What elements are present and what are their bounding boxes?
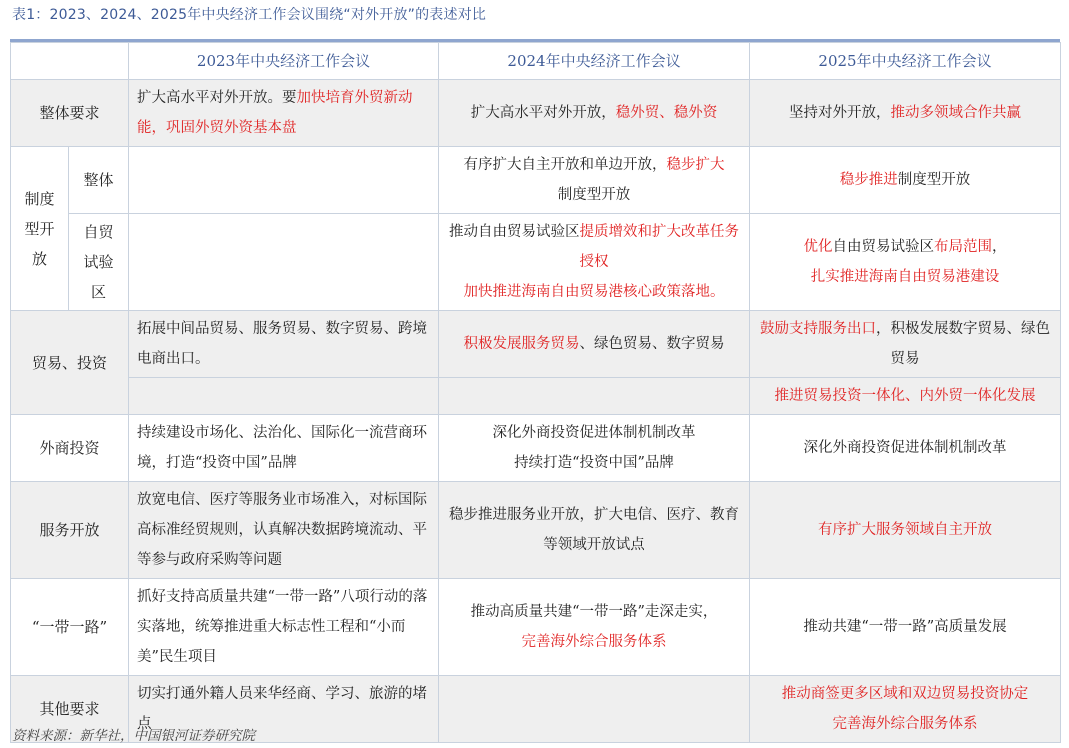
- cell-bri-2023: 抓好支持高质量共建“一带一路”八项行动的落实落地，统筹推进重大标志性工程和“小而美”民生项目: [129, 579, 439, 676]
- row-label-trade: 贸易、投资: [11, 311, 129, 415]
- cell-services-2024: 稳步推进服务业开放，扩大电信、医疗、教育等领域开放试点: [439, 482, 750, 579]
- row-trade-extra: [11, 378, 1061, 415]
- row-label-other: 其他要求: [11, 676, 129, 743]
- source-footnote: 资料来源：新华社，中国银河证券研究院: [12, 728, 255, 744]
- header-row: [11, 43, 1061, 80]
- row-sublabel-ftz: 自贸试验区: [69, 214, 129, 311]
- cell-services-2025: 有序扩大服务领域自主开放: [750, 482, 1061, 579]
- row-label-services: 服务开放: [11, 482, 129, 579]
- table-caption: 表1：2023、2024、2025年中央经济工作会议围绕“对外开放”的表述对比: [12, 7, 487, 23]
- row-institutional-ftz: [11, 214, 1061, 311]
- cell-overall-2023: 扩大高水平对外开放。要加快培育外贸新动能，巩固外贸外资基本盘: [129, 80, 439, 147]
- cell-whole-2025: 稳步推进制度型开放: [750, 147, 1061, 214]
- cell-ftz-2024: 推动自由贸易试验区提质增效和扩大改革任务授权 加快推进海南自由贸易港核心政策落地。: [439, 214, 750, 311]
- cell-whole-2024: 有序扩大自主开放和单边开放，稳步扩大 制度型开放: [439, 147, 750, 214]
- cell-trade-extra-2025: 推进贸易投资一体化、内外贸一体化发展: [750, 378, 1061, 415]
- cell-ftz-2025: 优化自由贸易试验区布局范围， 扎实推进海南自由贸易港建设: [750, 214, 1061, 311]
- row-label-overall: 整体要求: [11, 80, 129, 147]
- cell-trade-2024: 积极发展服务贸易、绿色贸易、数字贸易: [439, 311, 750, 378]
- cell-fdi-2025: 深化外商投资促进体制机制改革: [750, 415, 1061, 482]
- cell-whole-2023: [129, 147, 439, 214]
- cell-other-2023: 切实打通外籍人员来华经商、学习、旅游的堵点: [129, 676, 439, 743]
- row-label-bri: “一带一路”: [11, 579, 129, 676]
- cell-bri-2024: 推动高质量共建“一带一路”走深走实， 完善海外综合服务体系: [439, 579, 750, 676]
- row-fdi: [11, 415, 1061, 482]
- cell-overall-2024: 扩大高水平对外开放，稳外贸、稳外资: [439, 80, 750, 147]
- row-label-fdi: 外商投资: [11, 415, 129, 482]
- header-corner: [11, 43, 129, 80]
- cell-fdi-2023: 持续建设市场化、法治化、国际化一流营商环境，打造“投资中国”品牌: [129, 415, 439, 482]
- row-overall: [11, 80, 1061, 147]
- row-bri: [11, 579, 1061, 676]
- row-sublabel-whole: 整体: [69, 147, 129, 214]
- row-label-institutional: 制度型开放: [11, 147, 69, 311]
- cell-trade-extra-2023: [129, 378, 439, 415]
- cell-ftz-2023: [129, 214, 439, 311]
- cell-bri-2025: 推动共建“一带一路”高质量发展: [750, 579, 1061, 676]
- header-2025: 2025年中央经济工作会议: [750, 43, 1061, 80]
- row-services: [11, 482, 1061, 579]
- cell-other-2025: 推动商签更多区域和双边贸易投资协定 完善海外综合服务体系: [750, 676, 1061, 743]
- cell-overall-2025: 坚持对外开放，推动多领域合作共赢: [750, 80, 1061, 147]
- comparison-table: [10, 42, 1061, 743]
- cell-other-2024: [439, 676, 750, 743]
- header-2023: 2023年中央经济工作会议: [129, 43, 439, 80]
- header-2024: 2024年中央经济工作会议: [439, 43, 750, 80]
- cell-fdi-2024: 深化外商投资促进体制机制改革 持续打造“投资中国”品牌: [439, 415, 750, 482]
- cell-services-2023: 放宽电信、医疗等服务业市场准入，对标国际高标准经贸规则，认真解决数据跨境流动、平等参与政府采购等问题: [129, 482, 439, 579]
- cell-trade-extra-2024: [439, 378, 750, 415]
- row-institutional-whole: [11, 147, 1061, 214]
- cell-trade-2023: 拓展中间品贸易、服务贸易、数字贸易、跨境电商出口。: [129, 311, 439, 378]
- row-trade: [11, 311, 1061, 378]
- cell-trade-2025: 鼓励支持服务出口，积极发展数字贸易、绿色贸易: [750, 311, 1061, 378]
